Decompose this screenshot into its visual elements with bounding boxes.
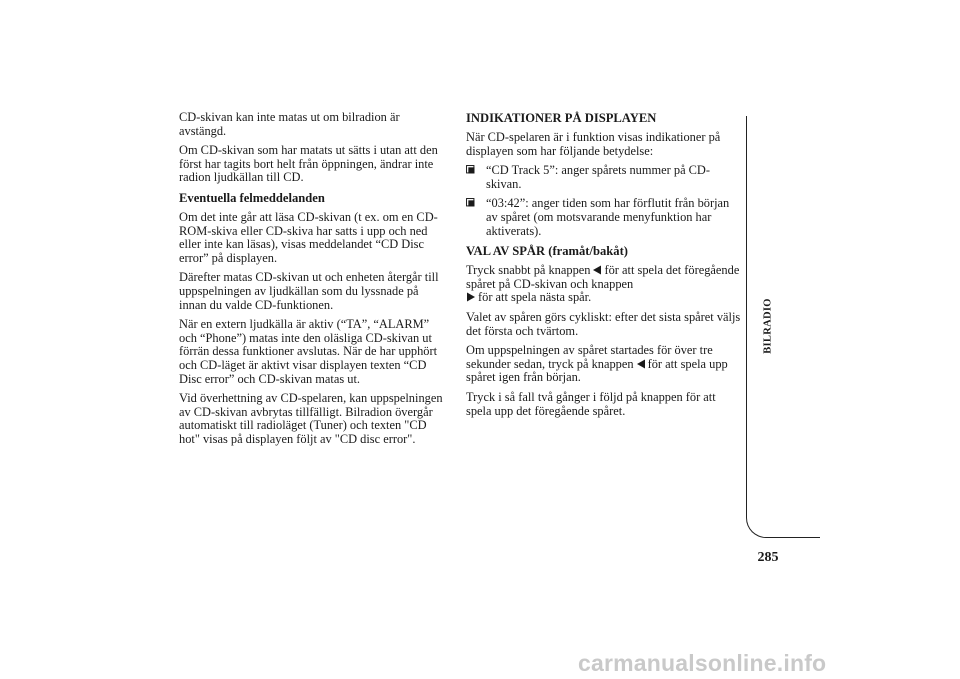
page-number: 285 [757, 550, 779, 565]
paragraph-disc-error: Om det inte går att läsa CD-skivan (t ex. om en CD-ROM-skiva eller CD-skiva har satts i upp och ned eller inte kan läsas), visas meddelandet “CD Disc error” på displayen. [179, 209, 438, 265]
section-sidebar [746, 116, 820, 538]
section-label-text: BILRADIO [762, 298, 774, 354]
heading-display-indications: INDIKATIONER PÅ DISPLAYEN [466, 111, 657, 125]
paragraph-reinsert: Om CD-skivan som har matats ut sätts i utan att den först har tagits bort helt från öppningen, ändrar inte radion ljudkällan till CD. [179, 143, 438, 185]
paragraph-overheating: Vid överhettning av CD-spelaren, kan uppspelningen av CD-skivan avbrytas tillfälligt. Bilradion övergår automatiskt till radioläget (Tuner) och texten "CD hot" visas på displayen följt av "CD disc error". [179, 391, 443, 446]
watermark: carmanualsonline.info [578, 650, 827, 676]
paragraph-cyclic: Valet av spåren görs cykliskt: efter det sista spåret väljs det första och tvärtom. [466, 309, 741, 338]
text-segment: Tryck snabbt på knappen [466, 263, 591, 278]
left-column [179, 111, 449, 452]
section-label [762, 296, 774, 356]
paragraph-eject-off: CD-skivan kan inte matas ut om bilradion är avstängd. [179, 110, 400, 138]
text-segment: Om uppspelningen av spåret startades för över tre sekunder sedan, tryck på knappen [466, 343, 713, 371]
triangle-left-icon [592, 265, 602, 275]
paragraph-external-source: När en extern ljudkälla är aktiv (“TA”, “ALARM” och “Phone”) matas inte den oläsliga CD-skivan ut förrän dessa funktioner avslutas. När de har upphört och CD-läget är aktivt visar displayen texten “CD Disc error” och CD-skivan matas ut. [179, 317, 438, 386]
paragraph-restart-track [466, 344, 742, 385]
list-item-text: “CD Track 5”: anger spårets nummer på CD-skivan. [486, 163, 711, 191]
text-segment: för att spela det föregående spåret på CD-skivan och knappen [466, 263, 740, 291]
triangle-right-icon [466, 292, 476, 302]
heading-error-messages: Eventuella felmeddelanden [179, 190, 325, 205]
paragraph-press-buttons [466, 264, 742, 305]
list-item-text: “03:42”: anger tiden som har förflutit från början av spåret (om motsvarande menyfunktion har aktiverats). [486, 196, 730, 238]
text-segment: för att spela upp spåret igen från början. [466, 356, 728, 385]
checkbox-square-icon [466, 198, 475, 207]
paragraph-display-intro: När CD-spelaren är i funktion visas indikationer på displayen som har följande betydelse: [466, 130, 721, 158]
paragraph-return-source: Därefter matas CD-skivan ut och enheten återgår till uppspelningen av ljudkällan som du lyssnade på innan du valde CD-funktionen. [179, 270, 439, 312]
list-item-time [466, 197, 742, 238]
triangle-left-icon [636, 359, 646, 369]
paragraph-press-twice: Tryck i så fall två gånger i följd på knappen för att spela upp det föregående spåret. [466, 389, 716, 418]
list-item-track [466, 164, 742, 191]
text-segment: för att spela nästa spår. [478, 290, 592, 305]
right-column [466, 111, 742, 424]
heading-track-selection: VAL AV SPÅR (framåt/bakåt) [466, 244, 628, 259]
checkbox-square-icon [466, 165, 475, 174]
